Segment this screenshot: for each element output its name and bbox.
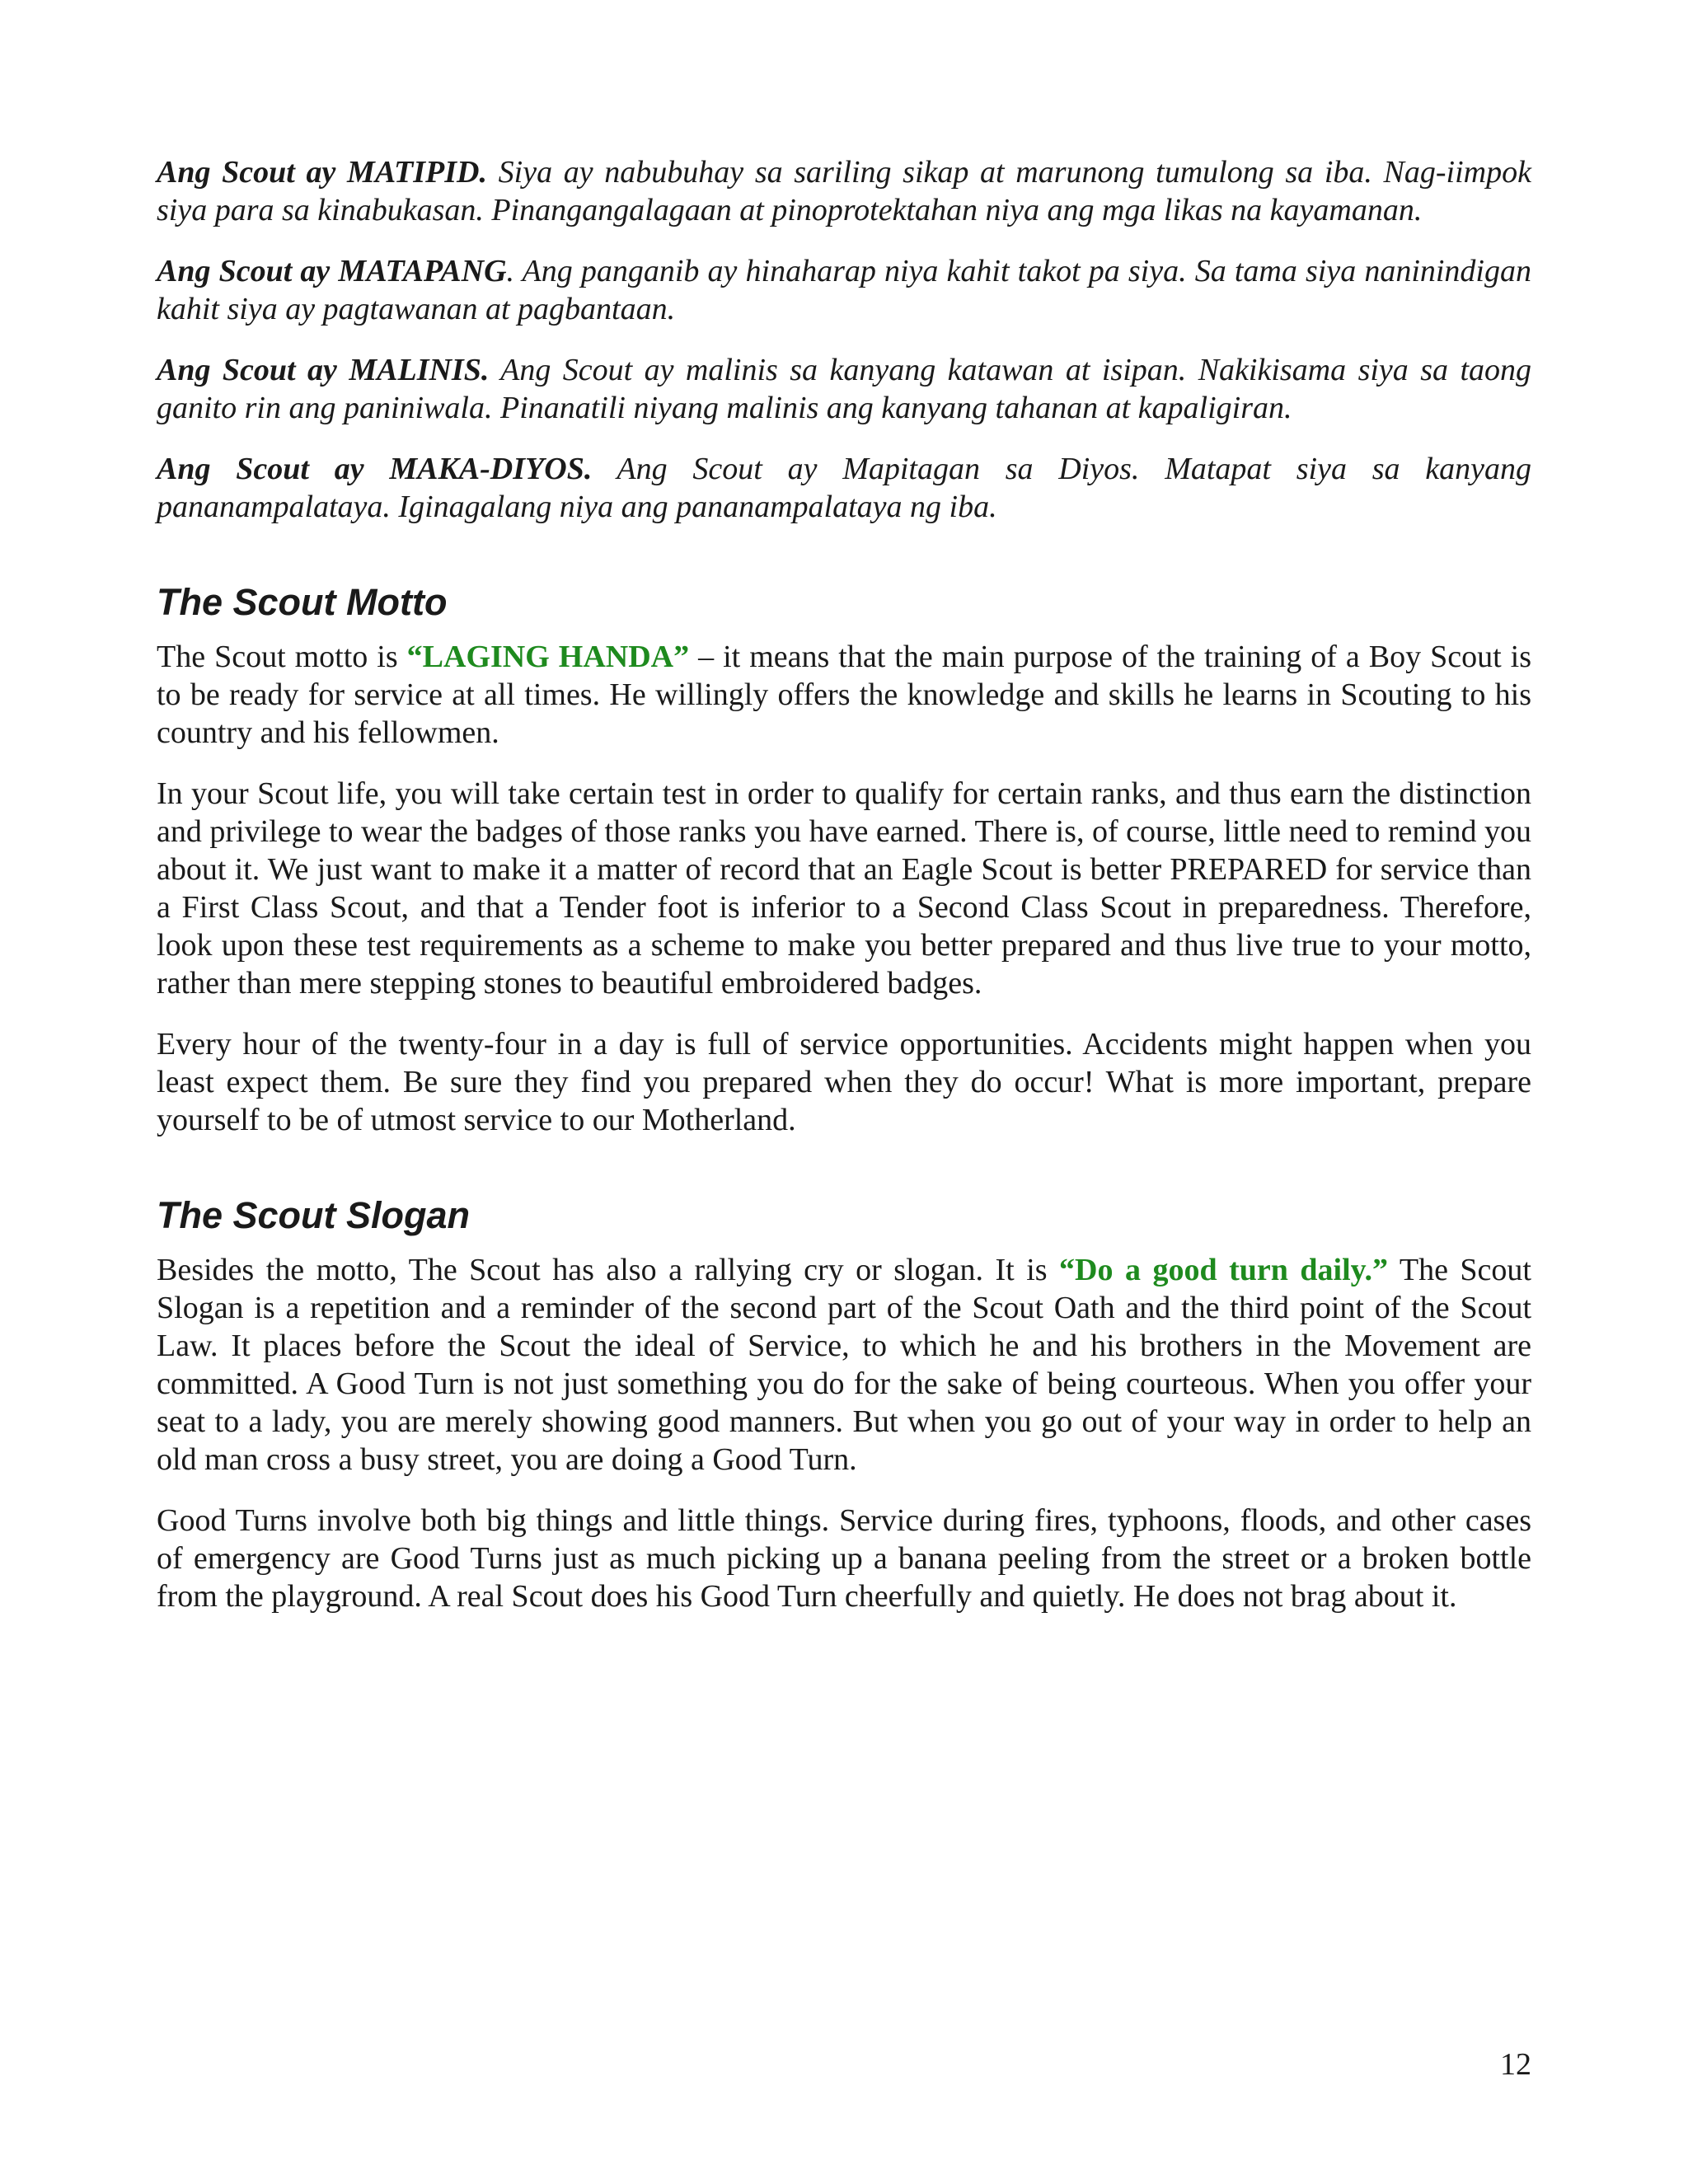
slogan-paragraph-2: Good Turns involve both big things and little things. Service during fires, typhoons, floods, and other cases of emergency are Good Turns just as much picking up a banana peeling from the street or a broken bottle from the playground. A real Scout does his Good Turn cheerfully and quietly. He does not brag about it.: [157, 1503, 1531, 1614]
law-text: Siya ay nabubuhay sa sariling sikap at marunong tumulong sa iba. Nag-iimpok siya para sa kinabukasan. Pinangangalagaan at pinoprotektahan niya ang mga likas na kayamanan.: [157, 155, 1531, 227]
law-lead: Ang Scout ay MATAPANG: [157, 254, 507, 288]
motto-paragraph-1: [157, 638, 1531, 752]
law-text: . Ang panganib ay hinaharap niya kahit takot pa siya. Sa tama siya naninindigan kahit siya ay pagtawanan at pagbantaan.: [157, 254, 1531, 326]
scout-law-matipid: [157, 153, 1531, 229]
slogan-highlight: “Do a good turn daily.”: [1059, 1253, 1389, 1287]
scout-law-malinis: [157, 351, 1531, 427]
document-page: [157, 153, 1531, 1638]
law-lead: Ang Scout ay MAKA-DIYOS.: [157, 452, 593, 486]
motto-paragraph-3: Every hour of the twenty-four in a day is full of service opportunities. Accidents might happen when you least expect them. Be sure they find you prepared when they do occur! What is more important, prepare yourself to be of utmost service to our Motherland.: [157, 1027, 1531, 1137]
law-text: Ang Scout ay malinis sa kanyang katawan at isipan. Nakikisama siya sa taong ganito rin ang paniniwala. Pinanatili niyang malinis ang kanyang tahanan at kapaligiran.: [157, 353, 1531, 425]
motto-text-after: – it means that the main purpose of the training of a Boy Scout is to be ready for service at all times. He willingly offers the knowledge and skills he learns in Scouting to his country and his fellowmen.: [157, 640, 1532, 750]
motto-heading: The Scout Motto: [157, 581, 448, 623]
law-text: Ang Scout ay Mapitagan sa Diyos. Matapat siya sa kanyang pananampalataya. Iginagalang niya ang pananampalataya ng iba.: [157, 452, 1531, 524]
law-lead: Ang Scout ay MALINIS.: [157, 353, 490, 387]
scout-law-maka-diyos: [157, 450, 1531, 526]
motto-text-before: The Scout motto is: [157, 640, 407, 674]
scout-law-matapang: [157, 252, 1531, 328]
page-number: 12: [1500, 2047, 1531, 2082]
slogan-text-after: The Scout Slogan is a repetition and a reminder of the second part of the Scout Oath and the third point of the Scout Law. It places before the Scout the ideal of Service, to which he and his brothers in the Movement are committed. A Good Turn is not just something you do for the sake of being courteous. When you offer your seat to a lady, you are merely showing good manners. But when you go out of your way in order to help an old man cross a busy street, you are doing a Good Turn.: [157, 1253, 1531, 1477]
slogan-heading: The Scout Slogan: [157, 1194, 471, 1236]
motto-highlight: “LAGING HANDA”: [406, 640, 690, 674]
law-lead: Ang Scout ay MATIPID.: [157, 155, 488, 190]
slogan-paragraph-1: [157, 1251, 1531, 1479]
motto-paragraph-2: In your Scout life, you will take certain test in order to qualify for certain ranks, and thus earn the distinction and privilege to wear the badges of those ranks you have earned. There is, of course, little need to remind you about it. We just want to make it a matter of record that an Eagle Scout is better PREPARED for service than a First Class Scout, and that a Tender foot is inferior to a Second Class Scout in preparedness. Therefore, look upon these test requirements as a scheme to make you better prepared and thus live true to your motto, rather than mere stepping stones to beautiful embroidered badges.: [157, 776, 1531, 1001]
slogan-text-before: Besides the motto, The Scout has also a rallying cry or slogan. It is: [157, 1253, 1060, 1287]
